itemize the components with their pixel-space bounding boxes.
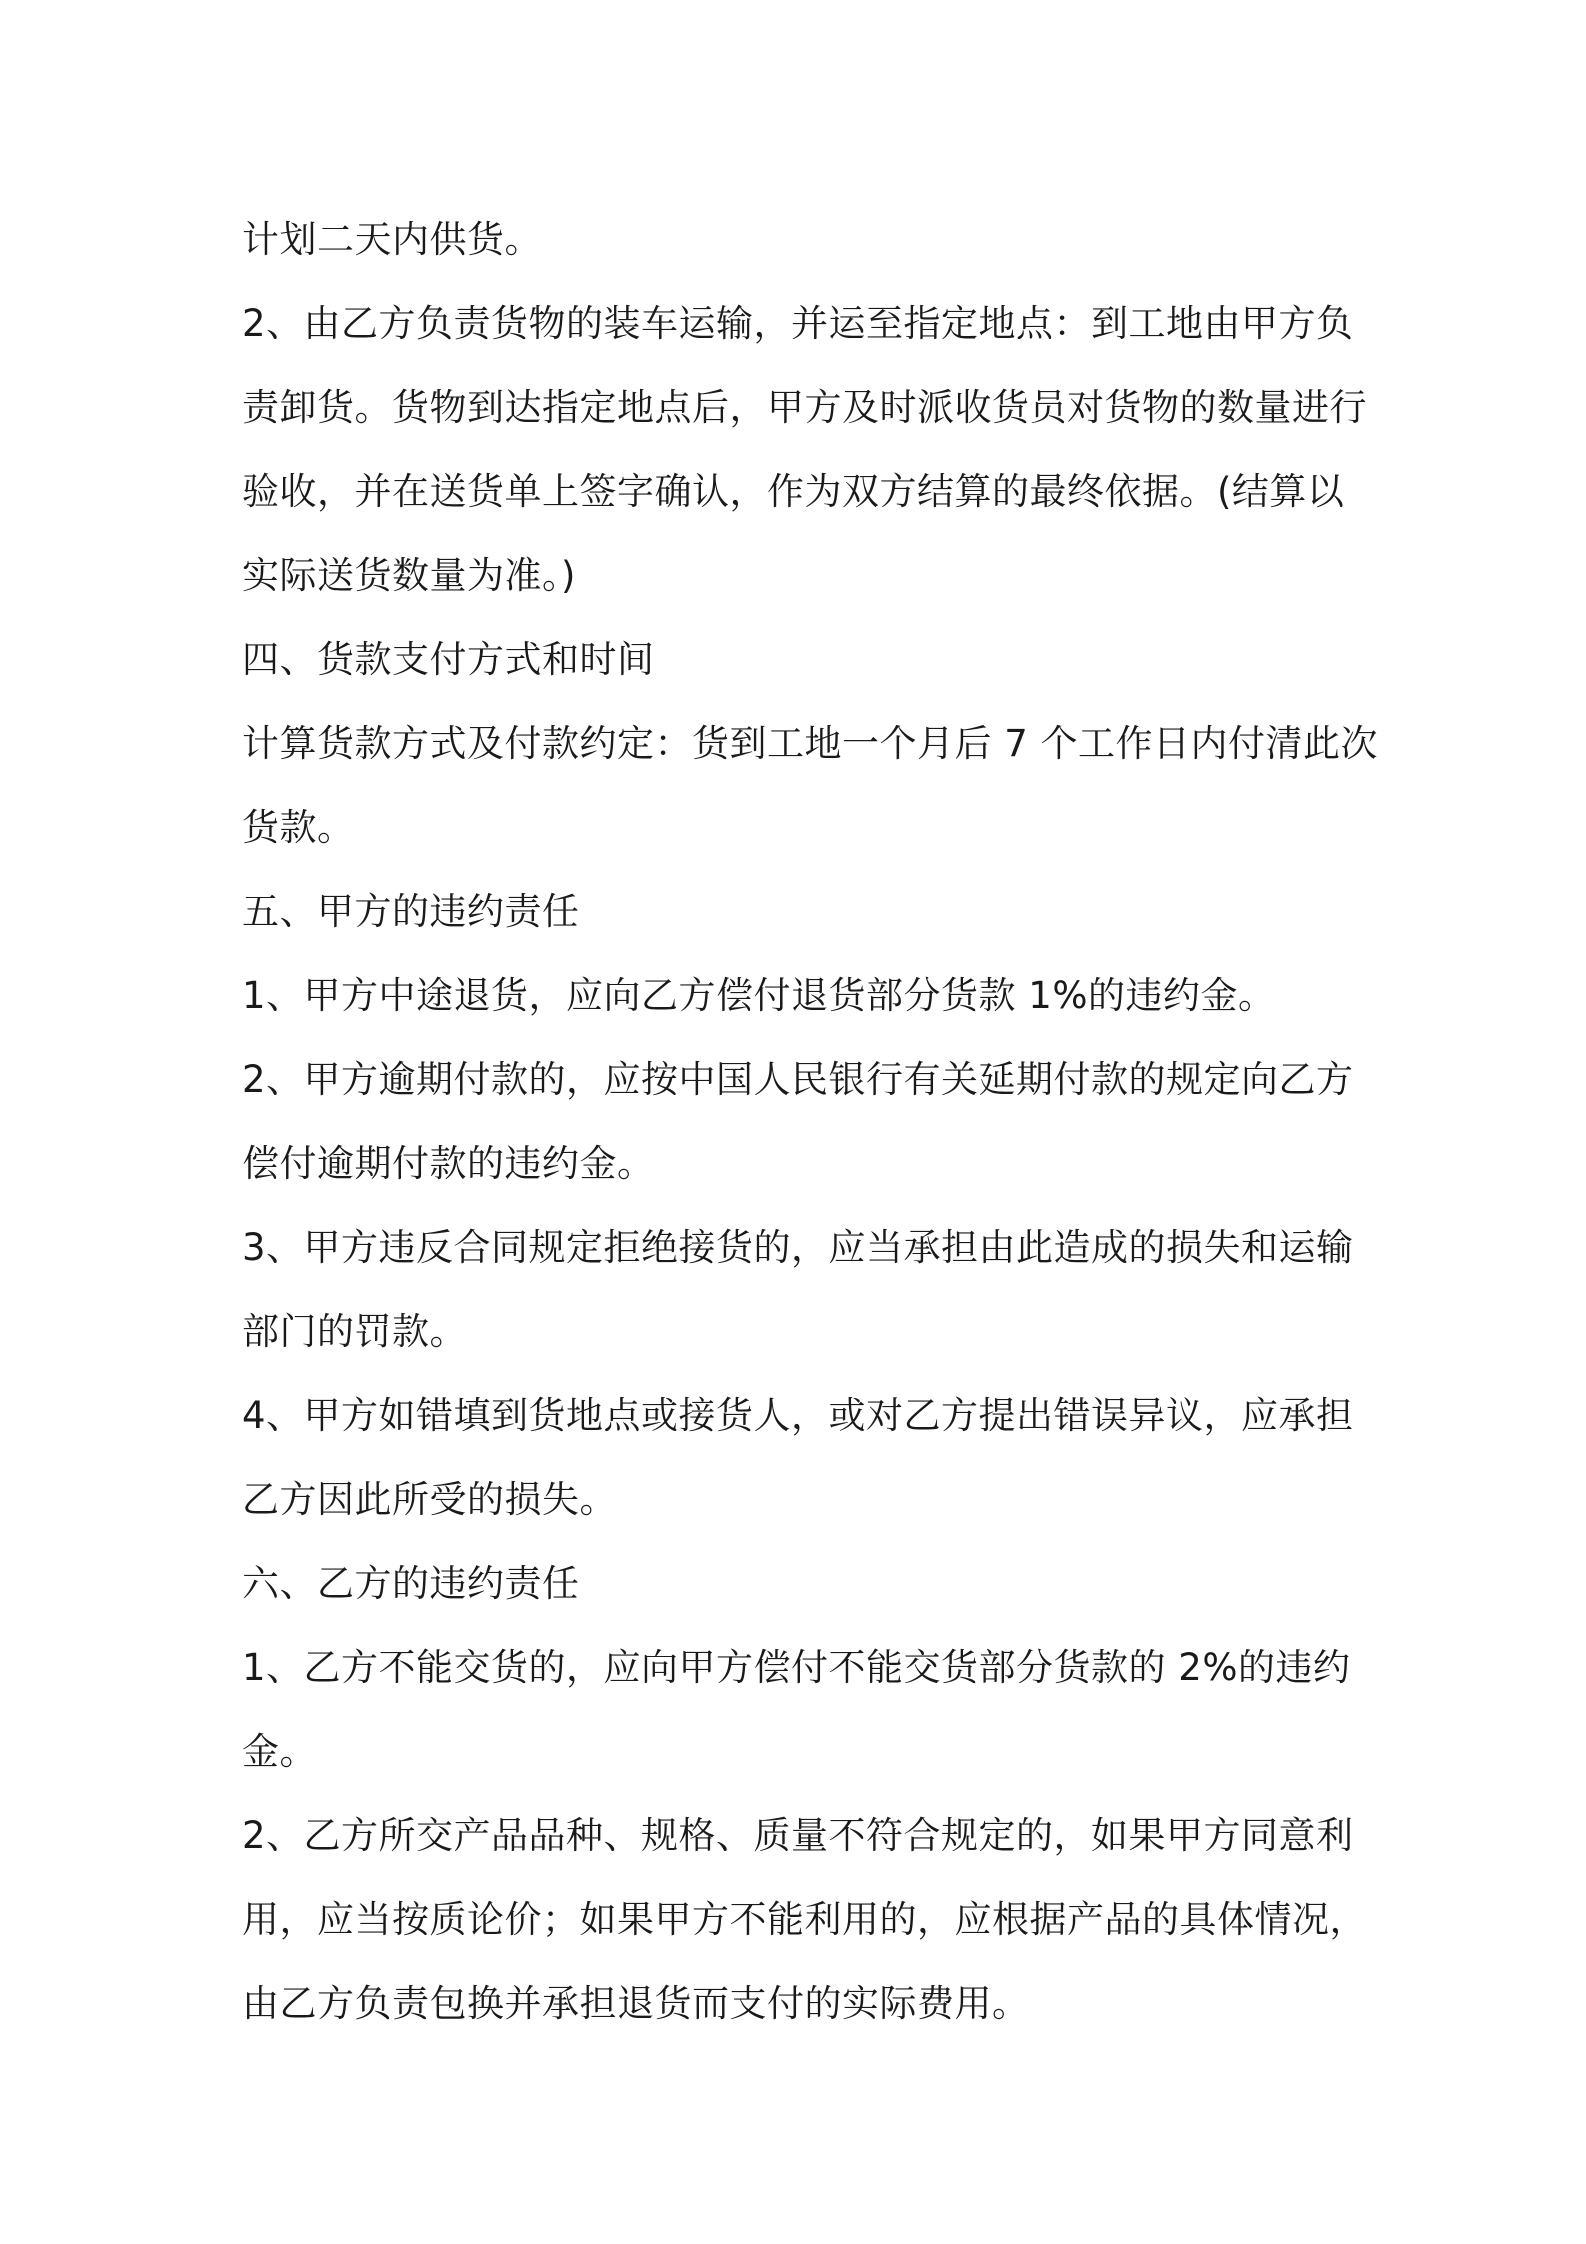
- text-line: 计算货款方式及付款约定：货到工地一个月后 7 个工作日内付清此次: [242, 722, 1379, 765]
- text-line: 货款。: [242, 806, 355, 849]
- text-line: 责卸货。货物到达指定地点后，甲方及时派收货员对货物的数量进行: [242, 386, 1367, 429]
- text-line: 计划二天内供货。: [242, 218, 542, 261]
- text-line: 2、乙方所交产品品种、规格、质量不符合规定的，如果甲方同意利: [242, 1814, 1354, 1857]
- text-line: 4、甲方如错填到货地点或接货人，或对乙方提出错误异议，应承担: [242, 1394, 1354, 1437]
- text-line: 3、甲方违反合同规定拒绝接货的，应当承担由此造成的损失和运输: [242, 1226, 1354, 1269]
- text-line: 2、甲方逾期付款的，应按中国人民银行有关延期付款的规定向乙方: [242, 1058, 1354, 1101]
- text-line: 乙方因此所受的损失。: [242, 1478, 617, 1521]
- text-line: 金。: [242, 1730, 317, 1773]
- text-line: 偿付逾期付款的违约金。: [242, 1142, 655, 1185]
- text-line: 用，应当按质论价；如果甲方不能利用的，应根据产品的具体情况，: [242, 1898, 1367, 1941]
- section-heading-4: 四、货款支付方式和时间: [242, 638, 655, 681]
- text-line: 验收，并在送货单上签字确认，作为双方结算的最终依据。(结算以: [242, 470, 1345, 513]
- text-line: 2、由乙方负责货物的装车运输，并运至指定地点：到工地由甲方负: [242, 302, 1354, 345]
- contract-text: [242, 198, 1379, 2046]
- text-line: 部门的罚款。: [242, 1310, 467, 1353]
- text-line: 1、甲方中途退货，应向乙方偿付退货部分货款 1%的违约金。: [242, 974, 1276, 1017]
- section-heading-5: 五、甲方的违约责任: [242, 890, 580, 933]
- text-line: 实际送货数量为准。): [242, 554, 576, 597]
- section-heading-6: 六、乙方的违约责任: [242, 1562, 580, 1605]
- text-line: 由乙方负责包换并承担退货而支付的实际费用。: [242, 1982, 1030, 2025]
- text-line: 1、乙方不能交货的，应向甲方偿付不能交货部分货款的 2%的违约: [242, 1646, 1351, 1689]
